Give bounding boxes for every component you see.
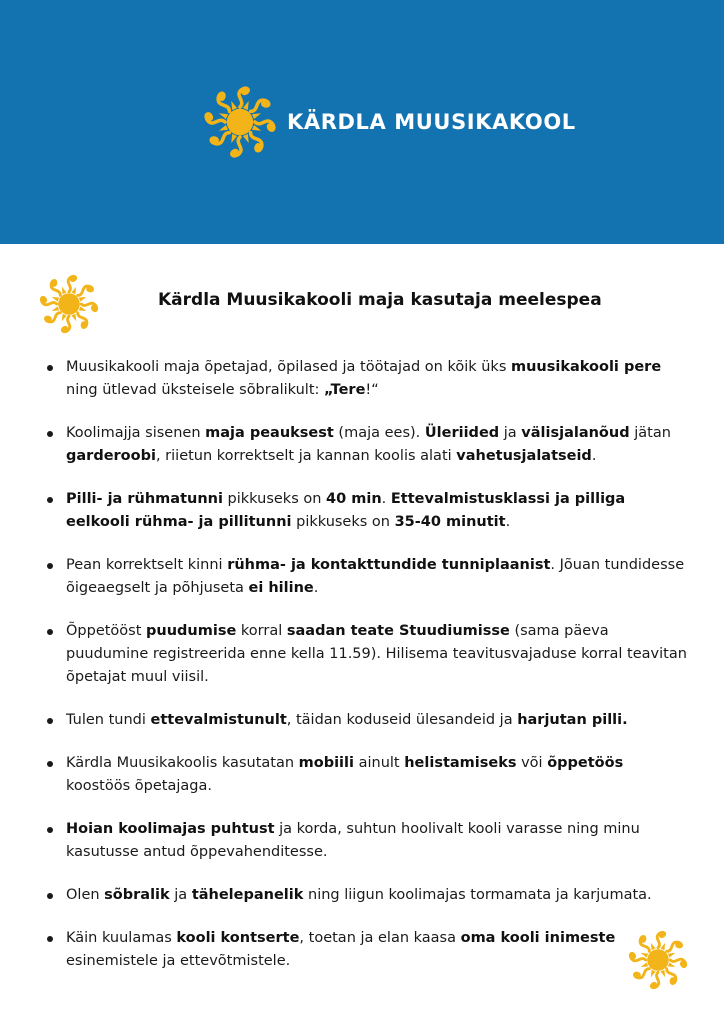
rule-item (40, 620, 690, 689)
sun-spike (218, 111, 228, 119)
rule-text-bold: välisjalanõud (521, 425, 630, 441)
rule-item (40, 927, 690, 973)
school-name: KÄRDLA MUUSIKAKOOL (287, 110, 576, 134)
rule-text-bold: Üleriided (424, 425, 500, 441)
rule-text: , toetan ja elan kaasa (299, 930, 461, 946)
rule-text-bold: saadan teate Stuudiumisse (286, 623, 510, 639)
sun-core (58, 293, 80, 315)
rule-text: Tulen tundi (66, 712, 151, 728)
rule-text: (maja ees). (333, 425, 425, 441)
sun-logo-icon (196, 78, 284, 166)
rule-text: pikkuseks on (222, 491, 327, 507)
rule-text-bold: Pilli- ja rühmatunni (66, 491, 223, 507)
header-banner (0, 0, 724, 244)
rule-text: Pean korrektselt kinni (66, 557, 228, 573)
rule-text-bold: garderoobi (66, 448, 156, 464)
sun-spike (79, 306, 87, 313)
rule-text-bold: ei hiline (248, 580, 314, 596)
rule-text: . (591, 448, 597, 464)
rule-item (40, 422, 690, 468)
rule-item (40, 818, 690, 864)
rule-text-bold: tähelepanelik (191, 887, 304, 903)
rule-text: (sama päeva puudumine registreerida enne kella 11.59). Hilisema teavitusvajaduse korral teavitan õpetajat muul viisil. (66, 623, 687, 685)
rule-text: Käin kuulamas (66, 930, 177, 946)
rule-text-bold: Ettevalmistusklassi ja pilliga eelkooli rühma- ja pillitunni (66, 491, 626, 530)
sun-spike (71, 286, 78, 294)
rule-text-bold: „Tere (324, 382, 366, 398)
rule-text-bold: rühma- ja kontakttundide tunniplaanist (227, 557, 551, 573)
rule-item (40, 356, 690, 402)
rule-text-bold: õppetöös (547, 755, 624, 771)
rule-text-bold: ettevalmistunult (150, 712, 287, 728)
rule-item (40, 554, 690, 600)
sun-spike (60, 314, 67, 322)
sun-spike (640, 951, 648, 958)
rule-text-bold: oma kooli inimeste (460, 930, 616, 946)
rule-text: Õppetööst (66, 623, 147, 639)
rule-text-bold: 35-40 minutit (394, 514, 506, 530)
rule-text: jätan (629, 425, 671, 441)
rule-text: koostöös õpetajaga. (66, 778, 212, 794)
rule-text: ning liigun koolimajas tormamata ja karjumata. (303, 887, 652, 903)
rule-text-bold: harjutan pilli. (517, 712, 628, 728)
rule-text: ja korda, suhtun hoolivalt kooli varasse ning minu kasutusse antud õppevahenditesse. (66, 821, 640, 860)
rule-text: ja (169, 887, 192, 903)
rule-text: ja (499, 425, 522, 441)
sun-icon-corner (622, 924, 694, 996)
rule-text: , täidan koduseid ülesandeid ja (286, 712, 518, 728)
rule-text-bold: kooli kontserte (176, 930, 300, 946)
sun-spike (252, 125, 262, 133)
sun-spike (660, 942, 667, 950)
rule-text: , riietun korrektselt ja kannan koolis alati (155, 448, 457, 464)
rule-text-bold: 40 min (326, 491, 382, 507)
rule-text-bold: maja peauksest (205, 425, 334, 441)
sun-spike (229, 134, 237, 144)
rule-text: Kärdla Muusikakoolis kasutatan (66, 755, 299, 771)
rule-text-bold: vahetusjalatseid (456, 448, 592, 464)
rule-text: . Jõuan tundidesse õigeaegselt ja põhjuseta (66, 557, 685, 596)
rule-text: pikkuseks on (291, 514, 395, 530)
rule-text: . (381, 491, 391, 507)
rule-item (40, 752, 690, 798)
rule-text: Koolimajja sisenen (66, 425, 206, 441)
sun-core (647, 949, 669, 971)
rule-item (40, 884, 690, 907)
rule-text-bold: Hoian koolimajas puhtust (66, 821, 275, 837)
rule-text: ainult (353, 755, 405, 771)
page-title: Kärdla Muusikakooli maja kasutaja meelespea (158, 290, 602, 310)
rule-text-bold: helistamiseks (404, 755, 517, 771)
rule-text: või (516, 755, 548, 771)
rule-text-bold: sõbralik (104, 887, 170, 903)
sun-spike (668, 962, 676, 969)
rule-text-bold: puudumise (146, 623, 237, 639)
rule-text: esinemistele ja ettevõtmistele. (66, 953, 291, 969)
sun-icon (33, 268, 105, 340)
rules-list (40, 356, 690, 973)
sun-core (227, 109, 253, 135)
rule-text: . (505, 514, 511, 530)
sun-spike (649, 970, 656, 978)
rule-text: . (313, 580, 319, 596)
rule-text: ning ütlevad üksteisele sõbralikult: (66, 382, 325, 398)
sun-spike (243, 100, 251, 110)
rule-text: Muusikakooli maja õpetajad, õpilased ja töötajad on kõik üks (66, 359, 511, 375)
rule-text: Olen (66, 887, 105, 903)
rule-item (40, 709, 690, 732)
rule-item (40, 488, 690, 534)
sun-spike (51, 295, 59, 302)
rule-text-bold: mobiili (298, 755, 354, 771)
rule-text: !“ (365, 382, 379, 398)
rule-text-bold: muusikakooli pere (511, 359, 662, 375)
rule-text: korral (236, 623, 287, 639)
